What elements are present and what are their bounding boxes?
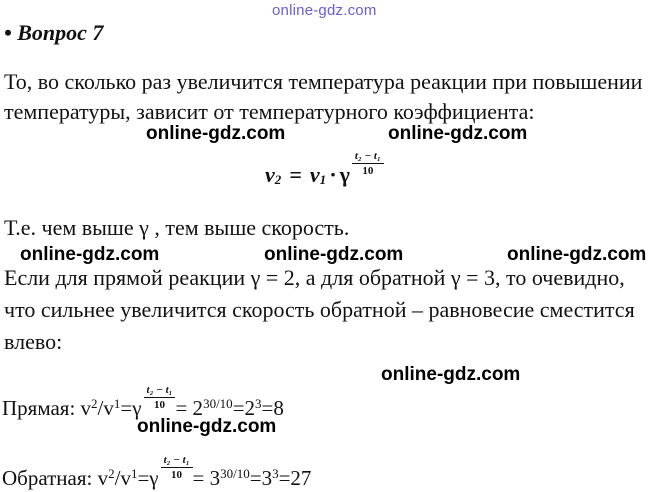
watermark-top: online-gdz.com bbox=[272, 2, 377, 19]
forward-exponent bbox=[144, 384, 176, 411]
forward-slash: /v bbox=[97, 396, 114, 420]
formula-exponent bbox=[352, 150, 384, 177]
formula-gamma: γ bbox=[339, 162, 350, 187]
paragraph3-line3: влево: bbox=[4, 329, 63, 354]
reverse-sub2: 2 bbox=[108, 466, 115, 481]
forward-exp-denominator: 10 bbox=[153, 399, 165, 411]
reverse-result-sup1: 30/10 bbox=[220, 466, 250, 481]
reverse-result-pre: = 3 bbox=[192, 466, 221, 490]
formula-rhs-sub: 1 bbox=[319, 172, 327, 187]
forward-label: Прямая: v bbox=[2, 396, 92, 420]
formula-eq: = bbox=[289, 162, 302, 187]
formula-dot: · bbox=[330, 162, 336, 187]
formula-lhs-sub: 2 bbox=[274, 172, 282, 187]
forward-result-sup2: 3 bbox=[255, 396, 262, 411]
main-formula bbox=[265, 150, 384, 188]
reverse-label: Обратная: v bbox=[2, 466, 109, 490]
formula-lhs: v bbox=[265, 162, 275, 187]
exponent-denominator: 10 bbox=[362, 165, 374, 177]
reverse-exponent bbox=[161, 454, 193, 481]
watermark: online-gdz.com bbox=[264, 244, 404, 265]
paragraph1-line1: То, во сколько раз увеличится температура реакции при повышении bbox=[4, 69, 643, 94]
reverse-exp-denominator: 10 bbox=[171, 469, 183, 481]
reverse-result-end: =27 bbox=[278, 466, 312, 490]
reverse-exp-numerator: t₂ − t₁ bbox=[161, 454, 193, 468]
paragraph2: Т.е. чем выше γ , тем выше скорость. bbox=[4, 215, 350, 240]
reverse-eq: =γ bbox=[137, 466, 159, 490]
watermark: online-gdz.com bbox=[146, 123, 286, 144]
paragraph3-line1: Если для прямой реакции γ = 2, а для обратной γ = 3, то очевидно, bbox=[4, 265, 625, 290]
watermark: online-gdz.com bbox=[388, 123, 528, 144]
formula-rhs: v bbox=[309, 162, 320, 187]
paragraph1-line2: температуры, зависит от температурного коэффициента: bbox=[4, 99, 535, 124]
reverse-slash: /v bbox=[114, 466, 131, 490]
forward-result-sup1: 30/10 bbox=[203, 396, 233, 411]
reverse-result-mid: =3 bbox=[249, 466, 273, 490]
watermark: online-gdz.com bbox=[137, 416, 277, 437]
paragraph3-line2: что сильнее увеличится скорость обратной – равновесие сместится bbox=[4, 297, 635, 322]
reverse-result-sup2: 3 bbox=[272, 466, 279, 481]
watermark: online-gdz.com bbox=[381, 364, 521, 385]
question-heading: • Вопрос 7 bbox=[4, 20, 104, 45]
reverse-formula bbox=[2, 454, 312, 491]
forward-sub1: 1 bbox=[113, 396, 121, 411]
forward-sub2: 2 bbox=[91, 396, 98, 411]
watermark: online-gdz.com bbox=[507, 244, 647, 265]
reverse-sub1: 1 bbox=[130, 466, 138, 481]
forward-result-mid: =2 bbox=[232, 396, 256, 420]
forward-eq: =γ bbox=[120, 396, 142, 420]
forward-result-end: =8 bbox=[261, 396, 284, 420]
watermark: online-gdz.com bbox=[20, 244, 160, 265]
exponent-numerator: t₂ − t₁ bbox=[352, 150, 384, 164]
forward-exp-numerator: t₂ − t₁ bbox=[144, 384, 176, 398]
forward-result-pre: = 2 bbox=[175, 396, 204, 420]
